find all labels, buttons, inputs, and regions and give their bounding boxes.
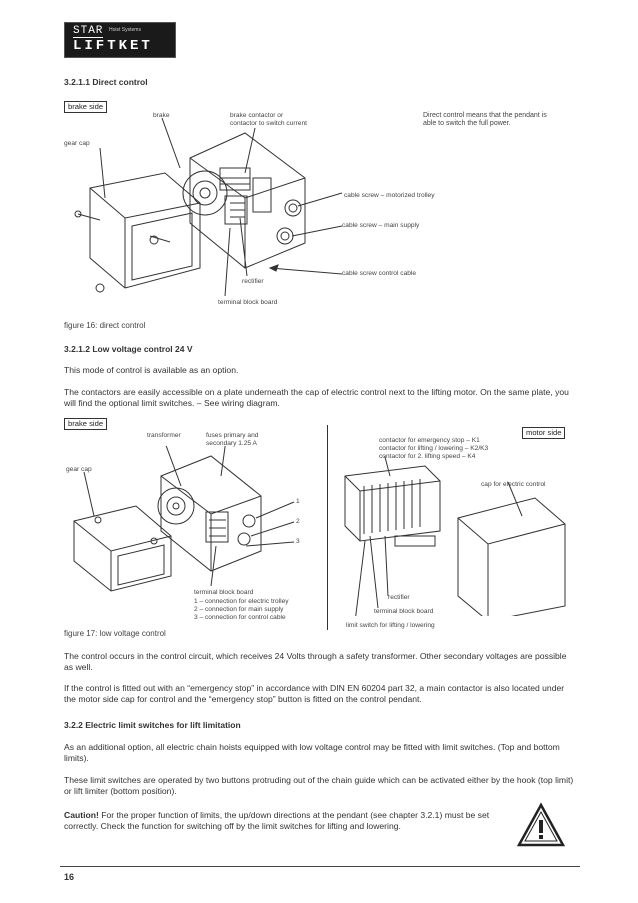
fig17-caption: figure 17: low voltage control bbox=[64, 629, 166, 638]
fig17-label-n2: 2 bbox=[296, 518, 300, 525]
fig16-caption: figure 16: direct control bbox=[64, 321, 146, 330]
heading-3-2-1-1: 3.2.1.1 Direct control bbox=[64, 77, 148, 87]
fig16-label-brake: brake bbox=[153, 112, 170, 119]
fig17-label-terminal-block: terminal block board bbox=[194, 589, 254, 596]
paragraph-control-circuit: The control occurs in the control circuit, which receives 24 Volts through a safety transformer. Other secondary voltages are possible as well. bbox=[64, 651, 567, 672]
fig16-label-cable-main: cable screw – main supply bbox=[342, 222, 420, 229]
page-number: 16 bbox=[64, 872, 75, 882]
paragraph-emergency-stop: If the control is fitted out with an “emergency stop” in accordance with DIN EN 60204 part 32, a main contactor is also located under the motor side cap for control and the “emergency stop” button is fitted on the control pendant. bbox=[64, 683, 565, 704]
caution-text: For the proper function of limits, the up/down directions at the pendant (see chapter 3.2.1) must be set correctly. Check the function for switching off by the limit switches for lifting and lowering. bbox=[64, 810, 490, 831]
caution-paragraph bbox=[64, 810, 494, 832]
brake-side-tag: brake side bbox=[64, 101, 107, 113]
fig16-label-brake-contactor: brake contactor or contactor to switch current bbox=[230, 112, 307, 127]
fig16-hoist-illustration bbox=[70, 118, 350, 308]
fig17-brake-side-tag: brake side bbox=[64, 418, 107, 430]
company-logo bbox=[64, 22, 176, 58]
fig16-label-cable-control: cable screw control cable bbox=[342, 270, 417, 277]
fig16-label-rectifier: rectifier bbox=[242, 278, 264, 285]
fig17-label-conn2: 2 – connection for main supply bbox=[194, 606, 284, 613]
fig17-label-fuses: fuses primary and secondary 1.25 A bbox=[206, 432, 259, 447]
fig17-right-illustration bbox=[340, 456, 575, 616]
fig16-label-gear-cap: gear cap bbox=[64, 140, 90, 147]
warning-triangle-icon bbox=[516, 802, 566, 848]
fig17-label-terminal-block-right: terminal block board bbox=[374, 608, 434, 615]
fig17-label-conn1: 1 – connection for electric trolley bbox=[194, 598, 289, 605]
fig16-note: Direct control means that the pendant is able to switch the full power. bbox=[423, 112, 547, 127]
logo-tagline: Hoist Systems bbox=[109, 27, 141, 33]
s322-paragraph-2: These limit switches are operated by two buttons protruding out of the chain guide which can be activated either by the hook (top limit) or lift limiter (bottom position). bbox=[64, 775, 574, 796]
fig17-label-gear-cap: gear cap bbox=[66, 466, 92, 473]
caution-label: Caution! bbox=[64, 810, 99, 820]
fig17-left-illustration bbox=[66, 446, 316, 596]
fig17-divider bbox=[327, 425, 328, 630]
heading-3-2-1-2: 3.2.1.2 Low voltage control 24 V bbox=[64, 344, 193, 354]
fig17-motor-side-tag: motor side bbox=[522, 427, 565, 439]
s3212-paragraph-2: The contactors are easily accessible on a plate underneath the cap of electric control next to the lifting motor. On the same plate, you will find the optional limit switches. – See wiring diagram. bbox=[64, 387, 569, 408]
fig17-label-rectifier: rectifier bbox=[388, 594, 410, 601]
fig17-label-contactors: contactor for emergency stop – K1 contactor for lifting / lowering – K2/K3 contactor for 2. lifting speed – K4 bbox=[379, 437, 489, 460]
logo-line1: STAR bbox=[73, 25, 104, 37]
s3212-paragraph-1: This mode of control is available as an option. bbox=[64, 365, 239, 375]
fig16-label-terminal-block: terminal block board bbox=[218, 299, 278, 306]
fig17-label-limit-switch: limit switch for lifting / lowering bbox=[346, 622, 435, 629]
s322-paragraph-1: As an additional option, all electric chain hoists equipped with low voltage control may be fitted with limit switches. (Top and bottom limits). bbox=[64, 742, 560, 763]
fig17-label-transformer: transformer bbox=[147, 432, 181, 439]
fig17-label-cap-electric: cap for electric control bbox=[481, 481, 546, 488]
heading-3-2-2: 3.2.2 Electric limit switches for lift limitation bbox=[64, 720, 241, 730]
logo-line2: LIFTKET bbox=[73, 38, 153, 54]
footer-rule bbox=[60, 866, 580, 867]
fig17-label-conn3: 3 – connection for control cable bbox=[194, 614, 286, 621]
fig16-label-cable-trolley: cable screw – motorized trolley bbox=[344, 192, 435, 199]
fig17-label-n3: 3 bbox=[296, 538, 300, 545]
fig17-label-n1: 1 bbox=[296, 498, 300, 505]
